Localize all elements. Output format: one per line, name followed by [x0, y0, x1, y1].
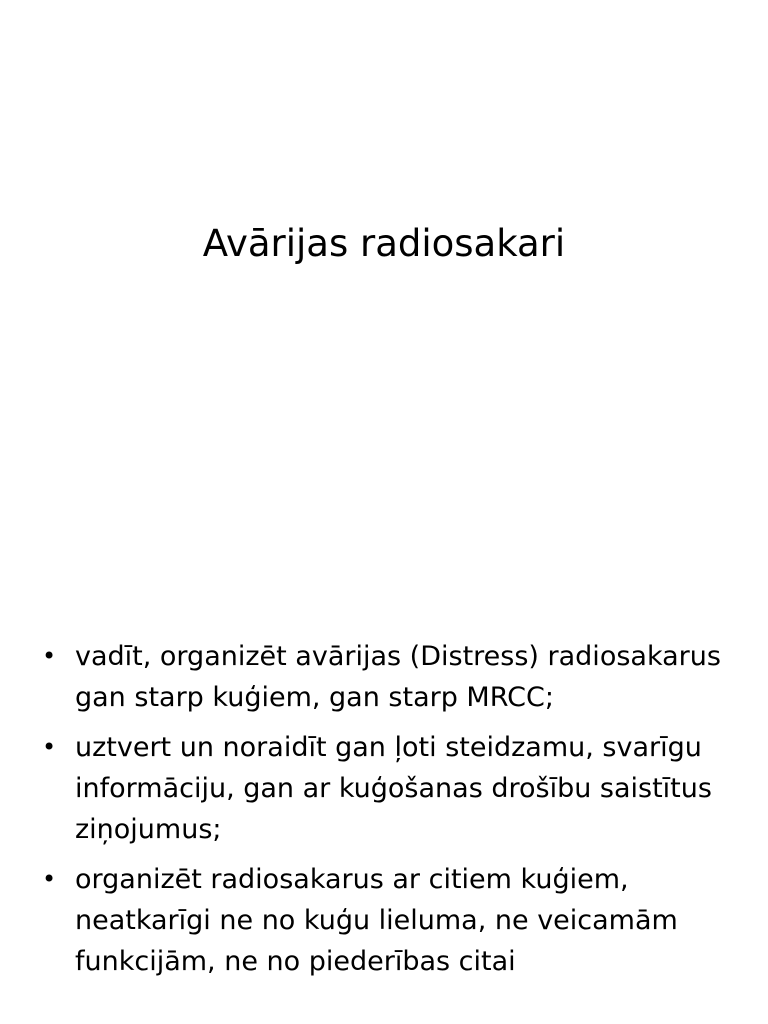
bullet-dot-icon: •	[42, 733, 57, 761]
bullet-dot-icon: •	[42, 642, 57, 670]
bullet-item	[42, 727, 742, 850]
bullet-text: vadīt, organizēt avārijas (Distress) radiosakarus gan starp kuģiem, gan starp MRCC;	[75, 641, 721, 713]
bullet-list	[42, 636, 742, 991]
bullet-text: organizēt radiosakarus ar citiem kuģiem, neatkarīgi ne no kuģu lieluma, ne veicamām funkcijām, ne no piederības citai	[75, 864, 678, 977]
slide-title: Avārijas radiosakari	[202, 222, 566, 265]
bullet-text: uztvert un noraidīt gan ļoti steidzamu, svarīgu informāciju, gan ar kuģošanas drošību saistītus ziņojumus;	[75, 732, 712, 845]
bullet-dot-icon: •	[42, 865, 57, 893]
bullet-item	[42, 636, 742, 718]
bullet-item	[42, 859, 742, 982]
